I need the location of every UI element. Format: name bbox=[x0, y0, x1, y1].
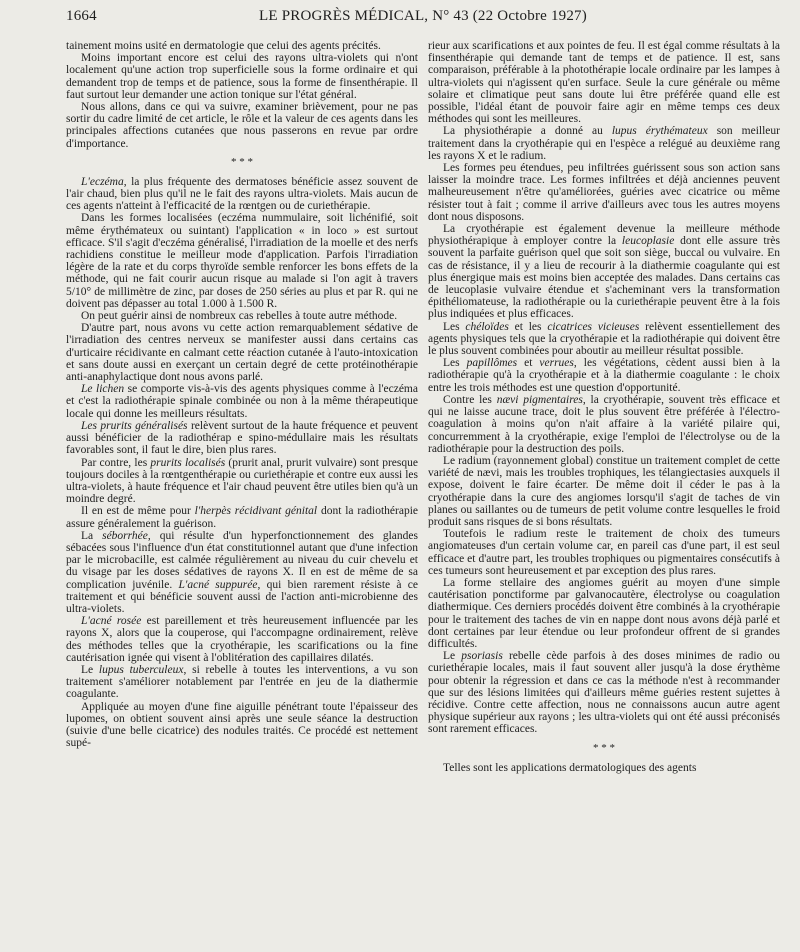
term: L'acné suppurée bbox=[178, 578, 258, 591]
paragraph: Les formes peu étendues, peu infiltrées guérissent sous son action sans laisser la moindre trace. Les formes infiltrées et déjà anciennes peuvent malheureusement n'être qu'améliorées, guéries avec cicatrice ou même résister tout à fait ; comme il arrive d'ailleurs avec tous les autres moyens dont nous disposons. bbox=[428, 162, 780, 223]
paragraph: L'acné rosée est pareillement et très heureusement influencée par les rayons X, alors que la couperose, qui l'accompagne ordinairement, relève des méthodes telles que la cryothérapie, les scarifications ou la fine cautérisation ignée qui visent à l'oblitération des capillaires dilatés. bbox=[66, 615, 419, 664]
paragraph: Moins important encore est celui des rayons ultra-violets qui n'ont localement qu'une action trop superficielle sous la forme ordinaire et qui demandent trop de temps et de patience, sous la forme de finsenthérapie. Il faut surtout leur demander une action tonique sur l'état général. bbox=[66, 52, 418, 101]
paragraph: Le psoriasis rebelle cède parfois à des doses minimes de radio ou curiethérapie locales, mais il faut souvent aller jusqu'à la dose érythème pour obtenir la régression et dans ce cas la méthode n'est à recommander que sur des lésions limitées qui d'ailleurs même guéries restent sujettes à récidive. Contre cette affection, nous ne connaissons aucun autre agent physique supérieur aux rayons ; les ultra-violets qui ont été aussi préconisés sont rarement efficaces. bbox=[428, 650, 780, 736]
paragraph: D'autre part, nous avons vu cette action remarquablement sédative de l'irradiation des centres nerveux se manifester aussi dans certains cas d'urticaire récidivante en calmant cette réaction cutanée à l'auto-intoxication et sans doute aussi en exerçant un certain degré de cette protéinothérapie anti-anaphylactique dont nous avons parlé. bbox=[66, 322, 418, 384]
paragraph: Appliquée au moyen d'une fine aiguille pénétrant toute l'épaisseur des lupomes, on obtient souvent ainsi après une seule séance la destruction (suivie d'une belle cicatrice) des nodules traités. Ce procédé est nettement supé- bbox=[66, 700, 418, 750]
term: verrues bbox=[539, 357, 574, 370]
term: leucoplasie bbox=[621, 235, 675, 248]
paragraph: Le lichen se comporte vis-à-vis des agents physiques comme à l'eczéma et c'est la radiothérapie spinale combinée ou non à la même thérapeutique locale qui donne les meilleurs résultats. bbox=[66, 383, 418, 420]
paragraph: L'eczéma, la plus fréquente des dermatoses bénéficie assez souvent de l'air chaud, bien plus qu'il ne le fait des rayons ultra-violets. Mais aucun de ces agents n'atteint à l'efficacité de la rœntgen ou de curiethérapie. bbox=[66, 175, 418, 213]
paragraph: Toutefois le radium reste le traitement de choix des tumeurs angiomateuses d'un certain volume car, en pareil cas d'une part, il est seul efficace et d'autre part, les troubles trophiques ou pigmentaires consécutifs à ces tumeurs sont heureusement et par exception des plus rares. bbox=[428, 528, 780, 577]
term: l'herpès récidivant génital bbox=[194, 505, 318, 518]
page-header bbox=[66, 8, 780, 30]
paragraph: La forme stellaire des angiomes guérit au moyen d'une simple cautérisation ponctiforme par galvanocautère, électrolyse ou coagulation diathermique. Ces derniers procédés doivent être combinés à la cryothérapie pour le traitement des taches de vin en nappe dont nous avons déjà parlé et dont certaines par leur étendue ou leur profondeur offrent de si grandes difficultés. bbox=[428, 576, 780, 650]
paragraph: Les prurits généralisés relèvent surtout de la haute fréquence et peuvent aussi bénéficier de la radiothérap e spino-médullaire mais les résultats favorables sont, il faut le dire, bien plus rares. bbox=[66, 419, 418, 457]
term: chéloïdes bbox=[465, 320, 509, 333]
paragraph: La séborrhée, qui résulte d'un hyperfonctionnement des glandes sébacées sous l'influence d'un état constitutionnel autant que d'une infection par le microbacille, est calmée régulièrement au niveau du cuir chevelu et du visage par les doses sédatives de rayons X. Il en est de même de sa complication juvénile. L'acné suppurée, qui bien rarement résiste à ce traitement et qui bénéficie souvent aussi de l'action anti-microbienne des ultra-violets. bbox=[66, 529, 418, 615]
term: lupus érythémateux bbox=[611, 125, 708, 138]
paragraph: Dans les formes localisées (eczéma nummulaire, soit lichénifié, soit même érythémateux ou suintant) l'application « in loco » est surtout efficace. S'il s'agit d'eczéma généralisé, l'irradiation de la moelle et des nerfs rachidiens constitue le meilleur mode d'application. Parfois l'irradiation légère de la rate et du corps thyroïde semble renforcer les bons effets de la méthode, qui ne fait courir aucun risque au malade si l'on agit à travers 5/10° de millimètre de zinc, par doses de 250 séries au plus et par R. qui ne doivent pas dépasser au total 1.000 à 1.500 R. bbox=[66, 212, 418, 310]
paragraph: Par contre, les prurits localisés (prurit anal, prurit vulvaire) sont presque toujours dociles à la rœntgenthérapie ou curiethérapie et contre eux aussi les ultra-violets, à haute fréquence et l'air chaud peuvent être utiles bien qu'à un moindre degré. bbox=[66, 456, 418, 506]
right-column bbox=[428, 40, 780, 774]
term: Le lichen bbox=[81, 383, 125, 396]
term: L'acné rosée bbox=[81, 615, 142, 628]
paragraph: Contre les nævi pigmentaires, la cryothérapie, souvent très efficace et qui ne laisse aucune trace, doit le plus souvent être préférée à l'électro-coagulation à moins qu'on n'ait affaire à la variété pilaire qui, concurremment à la cryothérapie, exige l'emploi de l'électrolyse ou de la radiothérapie pour la destruction des poils. bbox=[428, 393, 781, 455]
paragraph: On peut guérir ainsi de nombreux cas rebelles à toute autre méthode. bbox=[81, 310, 398, 323]
page-number: 1664 bbox=[66, 8, 97, 24]
paragraph: La physiothérapie a donné au lupus érythémateux son meilleur traitement dans la cryothérapie qui en l'espèce a relégué au deuxième rang les rayons X et le radium. bbox=[428, 125, 780, 162]
paragraph: Les chéloïdes et les cicatrices vicieuses relèvent essentiellement des agents physiques tels que la cryothérapie et la radiothérapie qui doivent être le plus souvent combinées pour aboutir au meilleur résultat possible. bbox=[428, 320, 780, 358]
term: psoriasis bbox=[461, 650, 503, 663]
term: Les prurits généralisés bbox=[81, 419, 188, 432]
term: cicatrices vicieuses bbox=[547, 320, 640, 333]
term: séborrhée bbox=[102, 529, 148, 542]
journal-title: LE PROGRÈS MÉDICAL, N° 43 (22 Octobre 1927) bbox=[259, 8, 587, 24]
paragraph: Nous allons, dans ce qui va suivre, examiner brièvement, pour ne pas sortir du cadre limité de cet article, le rôle et la valeur de ces agents dans les principales affections cutanées que nous passerons en revue par ordre d'importance. bbox=[66, 101, 418, 150]
paragraph: rieur aux scarifications et aux pointes de feu. Il est égal comme résultats à la finsenthérapie qui demande tant de temps et de patience. Il est, sans comparaison, préférable à la photothérapie locale ordinaire par les lampes à ultra-violets qui n'agissent qu'en surface. Seule la cure générale ou même solaire et climatique peut sans doute lui être préférée quand elle est possible, l'idéal étant de pouvoir faire agir en même temps ces deux méthodes qui sont les meilleures. bbox=[428, 40, 780, 126]
term: nævi pigmentaires bbox=[496, 393, 583, 406]
paragraph: Il en est de même pour l'herpès récidivant génital dont la radiothérapie assure généralement la guérison. bbox=[66, 505, 419, 530]
term: lupus tuberculeux bbox=[98, 663, 184, 676]
term: prurits localisés bbox=[150, 456, 226, 469]
paragraph: Les papillômes et verrues, les végétations, cèdent aussi bien à la radiothérapie qu'à la cryothérapie et à la diathermie coagulante : le choix entre les trois méthodes est une question d'opportunité. bbox=[428, 357, 780, 394]
term: papillômes bbox=[466, 357, 518, 370]
term: L'eczéma bbox=[81, 175, 124, 188]
paragraph: Le lupus tuberculeux, si rebelle à toutes les interventions, a vu son traitement s'améliorer notablement par l'entrée en jeu de la diathermie coagulante. bbox=[66, 663, 418, 701]
section-separator: * * * bbox=[231, 155, 253, 168]
paragraph: Telles sont les applications dermatologiques des agents bbox=[443, 761, 697, 774]
section-separator: * * * bbox=[593, 741, 615, 754]
paragraph: tainement moins usité en dermatologie que celui des agents précités. bbox=[66, 40, 381, 52]
paragraph: La cryothérapie est également devenue la meilleure méthode physiothérapique à employer contre la leucoplasie dont elle assure très souvent la parfaite guérison quel que soit son siège, buccal ou vulvaire. En cas de résistance, il y a lieu de recourir à la diathermie coagulante qui est plus énergique mais est moins bien acceptée des malades. Dans certains cas de leucoplasie vulvaire étendue et s'acheminant vers la transformation épithéliomateuse, la radiothérapie ou la curiethérapie peuvent être à la fois plus indiquées et plus efficaces. bbox=[428, 223, 780, 321]
left-column bbox=[66, 40, 418, 749]
paragraph: Le radium (rayonnement global) constitue un traitement complet de cette variété de nævi, mais les troubles trophiques, les télangiectasies auxquels il expose, doivent le faire écarter. De même doit il céder le pas à la cryothérapie dans la cure des angiomes lorsqu'il s'agit de taches de vin planes ou saillantes ou de tumeurs de petit volume contre lesquelles le froid produit sans risques de si bons résultats. bbox=[428, 454, 780, 528]
